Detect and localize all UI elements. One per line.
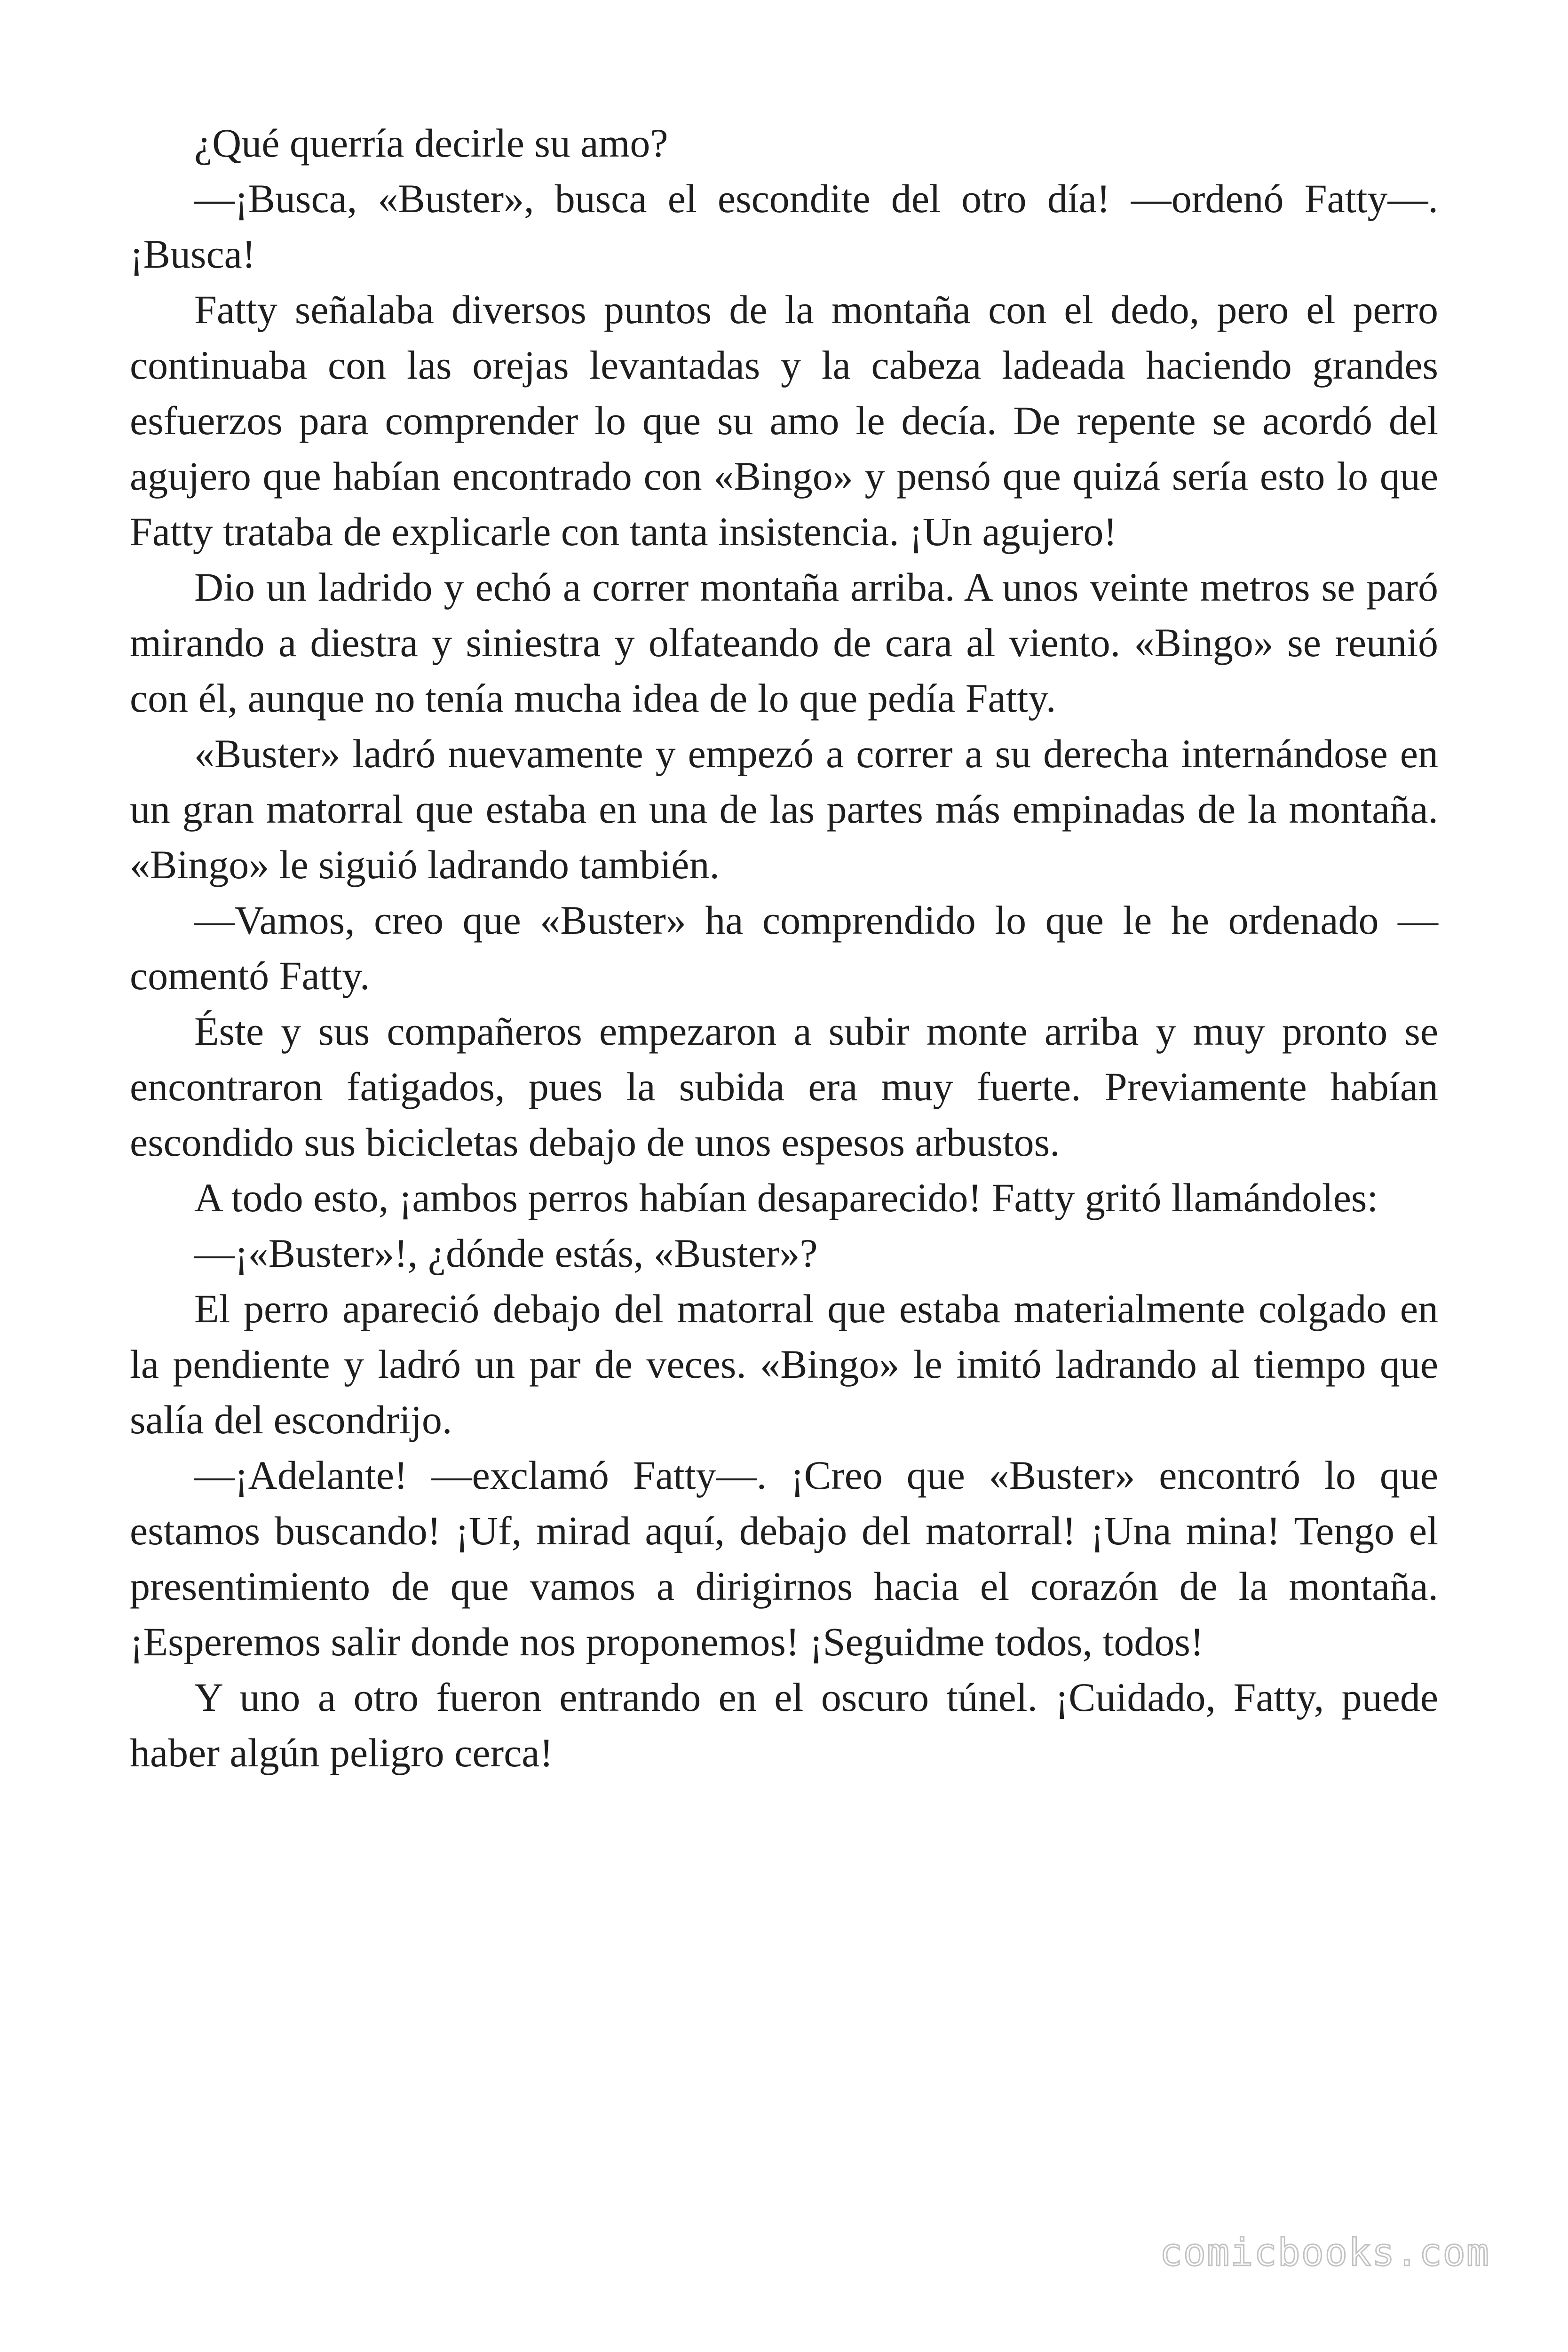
- paragraph: «Buster» ladró nuevamente y empezó a correr a su derecha internándose en un gran matorral que estaba en una de las partes más empinadas de la montaña. «Bingo» le siguió ladrando también.: [130, 731, 1438, 887]
- paragraph: Éste y sus compañeros empezaron a subir monte arriba y muy pronto se encontraron fatigados, pues la subida era muy fuerte. Previamente habían escondido sus bicicletas debajo de unos espesos arbustos.: [130, 1009, 1438, 1165]
- paragraph: El perro apareció debajo del matorral que estaba materialmente colgado en la pendiente y ladró un par de veces. «Bingo» le imitó ladrando al tiempo que salía del escondrijo.: [130, 1286, 1438, 1442]
- body-text: [130, 115, 1438, 1780]
- paragraph: —¡Busca, «Buster», busca el escondite del otro día! —ordenó Fatty—. ¡Busca!: [130, 176, 1438, 277]
- paragraph: Y uno a otro fueron entrando en el oscuro túnel. ¡Cuidado, Fatty, puede haber algún peligro cerca!: [130, 1675, 1438, 1775]
- watermark: comicbooks.com: [1159, 2231, 1490, 2274]
- paragraph: A todo esto, ¡ambos perros habían desaparecido! Fatty gritó llamándoles:: [194, 1175, 1378, 1220]
- paragraph: ¿Qué querría decirle su amo?: [194, 120, 668, 166]
- paragraph: —¡«Buster»!, ¿dónde estás, «Buster»?: [194, 1231, 818, 1276]
- paragraph: —Vamos, creo que «Buster» ha comprendido lo que le he ordenado —comentó Fatty.: [130, 898, 1438, 998]
- paragraph: Dio un ladrido y echó a correr montaña arriba. A unos veinte metros se paró mirando a diestra y siniestra y olfateando de cara al viento. «Bingo» se reunió con él, aunque no tenía mucha idea de lo que pedía Fatty.: [130, 564, 1438, 721]
- paragraph: —¡Adelante! —exclamó Fatty—. ¡Creo que «Buster» encontró lo que estamos buscando! ¡Uf, mirad aquí, debajo del matorral! ¡Una mina! Tengo el presentimiento de que vamos a dirigirnos hacia el corazón de la montaña. ¡Esperemos salir donde nos proponemos! ¡Seguidme todos, todos!: [130, 1453, 1438, 1664]
- paragraph: Fatty señalaba diversos puntos de la montaña con el dedo, pero el perro continuaba con las orejas levantadas y la cabeza ladeada haciendo grandes esfuerzos para comprender lo que su amo le decía. De repente se acordó del agujero que habían encontrado con «Bingo» y pensó que quizá sería esto lo que Fatty trataba de explicarle con tanta insistencia. ¡Un agujero!: [130, 287, 1438, 554]
